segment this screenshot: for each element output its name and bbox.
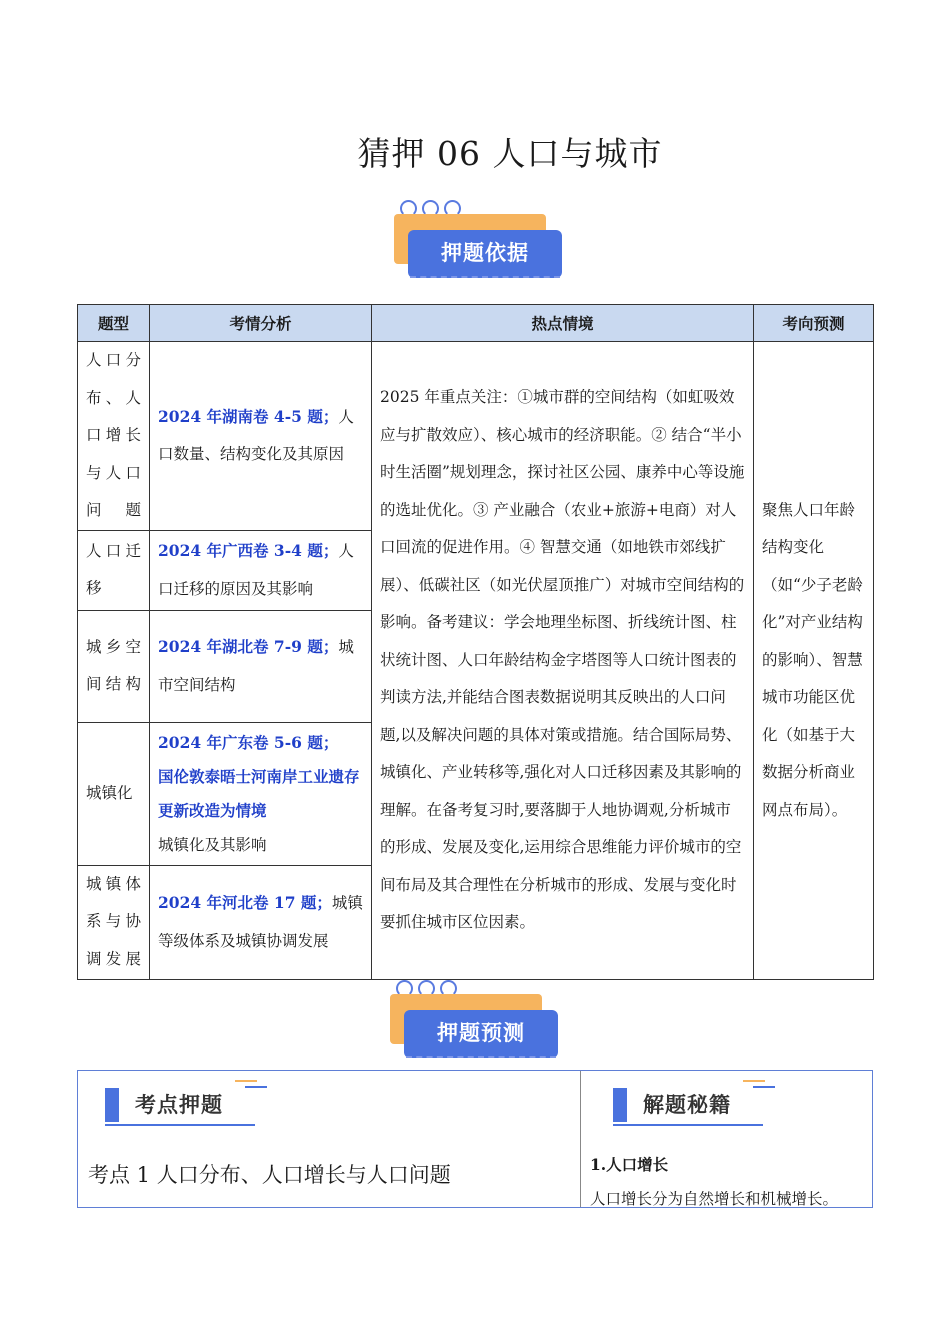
row-exam: 2024 年广西卷 3-4 题；人口迁移的原因及其影响: [150, 530, 372, 610]
row-exam: 2024 年湖南卷 4-5 题；人口数量、结构变化及其原因: [150, 342, 372, 531]
row-type: 城镇体系与协调发展: [78, 865, 150, 979]
tip-heading: 1.人口增长: [590, 1155, 669, 1174]
row-exam: 2024 年河北卷 17 题；城镇等级体系及城镇协调发展: [150, 865, 372, 979]
kaodian-title: 考点 1 人口分布、人口增长与人口问题: [88, 1163, 451, 1187]
tag-kaodian: [105, 1088, 255, 1122]
banner-basis: [386, 200, 566, 286]
banner-predict: [382, 980, 562, 1066]
table-header-row: [78, 305, 874, 342]
row-type: 人口迁移: [78, 530, 150, 610]
header-type: 题型: [78, 305, 150, 342]
banner-predict-label: 押题预测: [404, 1010, 558, 1058]
tip-body: 人口增长分为自然增长和机械增长。: [590, 1190, 839, 1208]
tag-kaodian-label: 考点押题: [135, 1093, 223, 1117]
row-type: 人口分布、人口增长与人口问题: [78, 342, 150, 531]
row-type: 城乡空间结构: [78, 610, 150, 722]
row-exam: 2024 年广东卷 5-6 题； 国伦敦泰晤士河南岸工业遗存更新改造为情境 城镇化及其影响: [150, 722, 372, 865]
tag-jieti-label: 解题秘籍: [643, 1093, 731, 1117]
prediction-box: [77, 1070, 873, 1208]
banner-basis-label: 押题依据: [408, 230, 562, 278]
hot-context: 2025 年重点关注：①城市群的空间结构（如虹吸效应与扩散效应）、核心城市的经济职能。② 结合“半小时生活圈”规划理念，探讨社区公园、康养中心等设施的选址优化。③ 产业融合（农业+旅游+电商）对人口回流的促进作用。④ 智慧交通（如地铁市郊线扩展）、低碳社区（如光伏屋顶推广）对城市空间结构的影响。备考建议：学会地理坐标图、折线统计图、柱状统计图、人口年龄结构金字塔图等人口统计图表的判读方法,并能结合图表数据说明其反映出的人口问题,以及解决问题的具体对策或措施。结合国际局势、城镇化、产业转移等,强化对人口迁移因素及其影响的理解。在备考复习时,要落脚于人地协调观,分析城市的形成、发展及变化,运用综合思维能力评价城市的空间布局及其合理性在分析城市的形成、发展与变化时要抓住城市区位因素。: [372, 342, 754, 980]
tag-jieti: [613, 1088, 763, 1122]
header-trend: 考向预测: [754, 305, 874, 342]
trend-prediction: 聚焦人口年龄结构变化（如“少子老龄化”对产业结构的影响）、智慧城市功能区优化（如基于大数据分析商业网点布局）。: [754, 342, 874, 980]
header-hot: 热点情境: [372, 305, 754, 342]
table-row: [78, 342, 874, 531]
basis-table: [77, 304, 874, 980]
header-exam: 考情分析: [150, 305, 372, 342]
row-type: 城镇化: [78, 722, 150, 865]
page-title: 猜押 06 人口与城市: [357, 134, 663, 173]
row-exam: 2024 年湖北卷 7-9 题；城市空间结构: [150, 610, 372, 722]
